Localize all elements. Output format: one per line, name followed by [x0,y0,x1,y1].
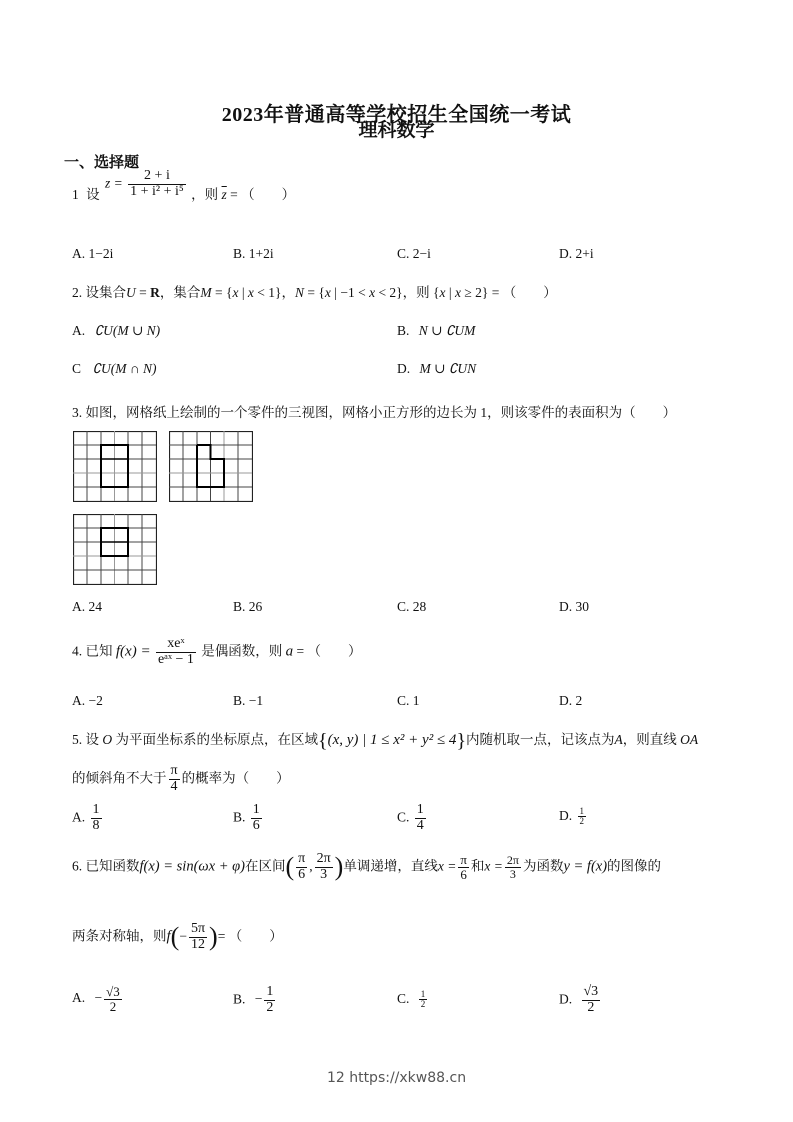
option-b[interactable]: B. 1+2i [233,246,274,261]
question-text: 设集合 [85,285,126,300]
option-sign: − [254,991,263,1007]
option-label: A. [72,323,86,338]
option-a[interactable] [72,985,124,1013]
question-1 [72,168,296,203]
equals: = [135,285,151,300]
question-text: 的图像的 [607,858,662,874]
question-text: 两条对称轴，则 [72,928,167,944]
fraction-numerator: π [298,851,306,866]
fraction-denominator: 6 [298,866,306,882]
option-b[interactable] [233,985,277,1015]
var-x: x [232,285,239,300]
set-cond: | −1 < [330,285,370,300]
question-text: 为函数 [522,858,564,874]
fraction-denominator: 4 [170,778,178,794]
option-a[interactable]: A. −2 [72,693,103,708]
fraction-denominator: 2 [109,998,117,1014]
top-view-figure [73,514,157,585]
question-text: 内随机取一点，记该点为 [466,732,615,747]
var-m: M [200,285,212,300]
option-label: B. [397,323,410,338]
fraction-numerator: 1 [92,802,100,817]
question-text: 的倾斜角不大于 [72,770,167,786]
var-a: a [285,643,294,660]
var-x: x [454,285,461,300]
question-number: 5. [72,732,83,747]
set-cond: < 1}， [253,285,296,300]
option-b[interactable]: B. 26 [233,599,263,614]
answer-blank: ≥ 2} = （ ） [460,285,557,300]
option-c[interactable] [397,803,428,833]
option-c[interactable] [72,361,156,377]
option-label: A. [72,990,86,1006]
fraction-numerator: √3 [106,984,120,999]
real-set: R [150,285,160,300]
fraction-denominator: 2 [266,999,274,1015]
question-3 [72,401,676,421]
question-text: 为平面坐标系的坐标原点，在区域 [115,732,318,747]
option-b[interactable] [397,323,475,339]
question-text: 单调递增，直线 [343,858,438,874]
answer-blank: 的概率为（ ） [181,770,290,786]
function-y: y = f(x) [563,858,608,875]
set-cond: < 2}，则 { [375,285,440,300]
question-text: 设 [86,187,100,202]
option-sign: − [94,990,103,1006]
option-c[interactable]: C. 1 [397,693,420,708]
fraction-numerator: 2 + i [128,169,186,185]
var-x: x [369,285,376,300]
fraction-denominator: 6 [460,866,467,882]
exam-subject: 理科数学 [358,120,435,141]
question-text: ，集合 [159,285,201,300]
point-a: A [614,732,623,747]
fraction-numerator: 5π [190,921,206,936]
fraction-denominator: eᵃˣ − 1 [157,651,194,667]
option-b[interactable] [233,803,264,833]
option-text: ∁U(M ∪ N) [94,323,161,338]
fraction-numerator: 1 [252,802,260,817]
set-brace: = { [304,285,325,300]
var-x: x [324,285,331,300]
option-label: B. [233,991,246,1007]
option-d[interactable]: D. 30 [559,599,589,614]
var-x: x [247,285,254,300]
fraction-numerator: xeˣ [156,637,196,653]
line-x2: x = [484,858,503,874]
fraction-denominator: 6 [252,817,260,833]
var-x: x [439,285,446,300]
option-label: C. [397,991,410,1007]
question-number: 3. [72,405,83,420]
question-text: 如图，网格纸上绘制的一个零件的三视图，网格小正方形的边长为 1，则该零件的表面积为（ ） [85,405,677,420]
option-text: ∁U(M ∩ N) [92,361,157,376]
option-label: D. [559,808,573,824]
question-5: 5. 设 O 为平面坐标系的坐标原点，在区域{(x, y) | 1 ≤ x² + y² ≤ 4}内随机取一点，记该点为A，则直线 OA [72,729,699,752]
question-number: 4. [72,643,83,659]
set-bar: | [445,285,455,300]
fraction-numerator: √3 [583,984,599,999]
fraction-denominator: 8 [92,817,100,833]
line-x1: x = [437,858,457,874]
question-number: 1 [72,187,79,202]
fraction-numerator: 1 [579,806,584,816]
fraction-denominator: 2 [420,999,426,1010]
option-label: C [72,361,82,376]
var-u: U [126,285,136,300]
option-b[interactable]: B. −1 [233,693,264,708]
question-text: ，则直线 [622,732,677,747]
option-text: M ∪ ∁UN [419,361,477,376]
fraction-denominator: 2 [587,999,595,1015]
question-5-line-2 [72,764,290,794]
question-text: 已知 [85,643,113,659]
option-label: B. [233,809,246,825]
question-text: 和 [470,858,485,874]
answer-blank: = （ ） [230,187,296,202]
answer-blank: = （ ） [217,928,283,944]
function-def: f(x) = sin(ωx + φ) [139,858,245,875]
option-a[interactable]: A. 24 [72,599,102,614]
conjugate-z: $\overline{z}$ [221,187,227,202]
question-number: 2. [72,285,83,300]
var-n: N [295,285,305,300]
question-6-line-2: 两条对称轴，则f(− $\frac{5\pi}{12}$ )= （ ） [72,921,283,952]
fraction-numerator: π [460,852,467,868]
line-oa: OA [680,732,699,747]
option-c[interactable]: C. 2−i [397,246,431,261]
page-footer: 12 https://xkw88.cn [326,1070,467,1086]
region-set: (x, y) | 1 ≤ x² + y² ≤ 4 [327,732,457,748]
fraction-denominator: 12 [191,936,205,952]
option-label: D. [397,361,411,376]
option-label: A. [72,809,86,825]
question-number: 6. [72,858,83,874]
question-text: ，则 [191,187,219,202]
question-2 [72,281,557,301]
option-c[interactable] [397,990,429,1010]
question-text: 在区间 [244,858,286,874]
set-bar: | [238,285,248,300]
question-4 [72,637,362,667]
fraction-denominator: 3 [320,866,328,882]
fraction-numerator: 1 [420,989,426,999]
fraction-numerator: 1 [266,984,274,999]
function-lhs: f(x) = [115,643,151,660]
option-label: D. [559,991,573,1007]
fraction-denominator: 2 [579,816,584,827]
answer-blank: = （ ） [296,643,362,659]
fraction-denominator: 3 [509,866,516,881]
side-view-figure [169,431,253,502]
option-d[interactable] [397,361,476,377]
option-a[interactable]: A. 1−2i [72,246,114,261]
option-a[interactable] [72,323,160,339]
section-heading: 一、选择题 [64,155,140,171]
option-label: C. [397,809,410,825]
fraction-denominator: 4 [416,817,424,833]
question-text: 设 [85,732,99,747]
point-o: O [102,732,113,747]
option-a[interactable] [72,803,104,833]
fraction-denominator: 1 + i² + i⁵ [130,183,184,199]
fraction-numerator: 2π [316,851,331,866]
set-brace: = { [211,285,233,300]
option-d[interactable] [559,985,602,1015]
option-d[interactable]: D. 2 [559,693,583,708]
question-text: 已知函数 [85,858,140,874]
fraction-numerator: π [170,763,178,778]
exam-title: 2023年普通高等学校招生全国统一考试 [221,104,572,126]
question-6: 6. 已知函数f(x) = sin(ωx + φ)在区间( $\frac{\pi}{6}$ , $\frac{2\pi}{3}$ )单调递增，直线x = $\frac{\pi}{6}$ 和x = $\frac{2\pi}{3}$ 为函数y = f(x)的图像的 [72,851,662,882]
option-c[interactable]: C. 28 [397,599,427,614]
option-d[interactable] [559,807,588,827]
fraction-numerator: 1 [416,802,424,817]
formula-lhs: z = [105,175,123,191]
front-view-figure [73,431,157,502]
question-text: 是偶函数，则 [201,643,283,659]
option-text: N ∪ ∁UM [418,323,476,338]
option-d[interactable]: D. 2+i [559,246,594,261]
fraction-numerator: 2π [506,853,519,868]
